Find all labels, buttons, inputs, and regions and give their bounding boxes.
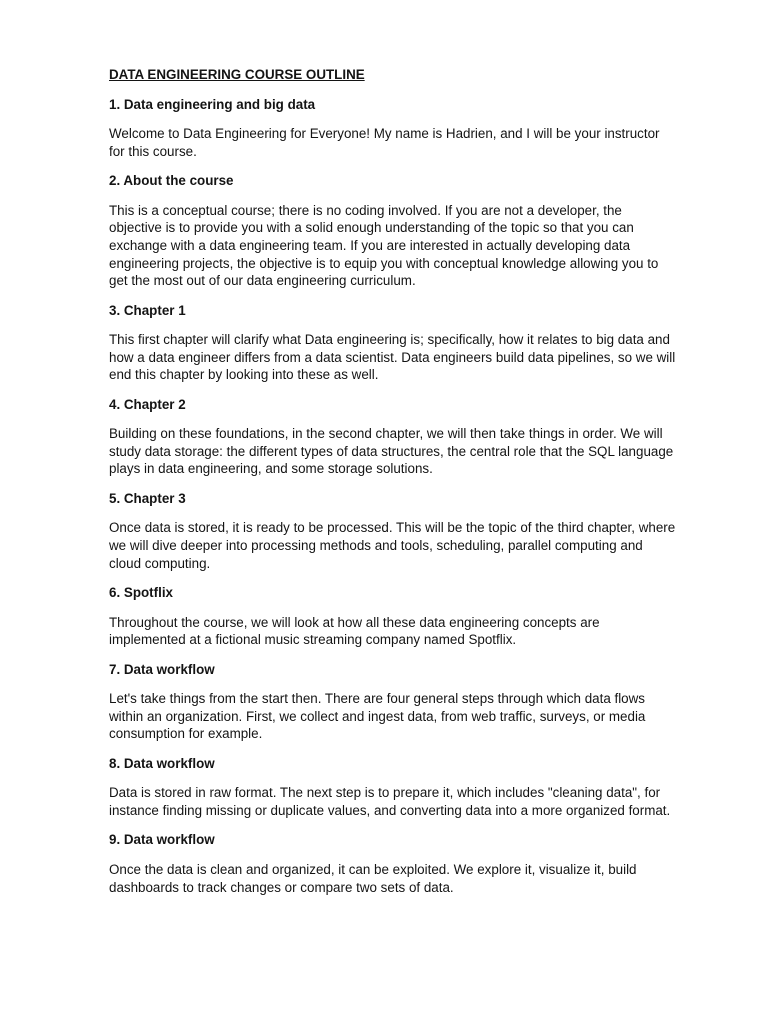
section-body (109, 125, 715, 160)
body-line: for this course. (109, 143, 197, 159)
body-line: get the most out of our data engineering curriculum. (109, 273, 416, 289)
body-line: end this chapter by looking into these as well. (109, 367, 379, 383)
body-line: Let's take things from the start then. There are four general steps through which data flows (109, 691, 645, 707)
section-7 (109, 661, 715, 743)
section-6 (109, 584, 715, 649)
section-heading: 6. Spotflix (109, 585, 173, 601)
body-line: dashboards to track changes or compare two sets of data. (109, 879, 454, 895)
body-line: Building on these foundations, in the second chapter, we will then take things in order. We will (109, 426, 663, 442)
section-8 (109, 755, 715, 820)
section-3 (109, 302, 715, 384)
body-line: Once data is stored, it is ready to be processed. This will be the topic of the third chapter, where (109, 520, 676, 536)
body-line: how a data engineer differs from a data scientist. Data engineers build data pipelines, so we will (109, 349, 676, 365)
body-line: objective is to provide you with a solid enough understanding of the topic so that you can (109, 220, 634, 236)
section-heading: 8. Data workflow (109, 755, 215, 771)
section-body (109, 519, 715, 572)
section-heading: 3. Chapter 1 (109, 302, 186, 318)
body-line: Welcome to Data Engineering for Everyone! My name is Hadrien, and I will be your instructor (109, 126, 660, 142)
section-body (109, 784, 715, 819)
section-heading: 9. Data workflow (109, 832, 215, 848)
section-body (109, 861, 715, 896)
document-title: DATA ENGINEERING COURSE OUTLINE (109, 67, 365, 82)
section-2 (109, 172, 715, 290)
section-heading: 2. About the course (109, 173, 234, 189)
body-line: instance finding missing or duplicate values, and converting data into a more organized format. (109, 802, 671, 818)
section-body (109, 614, 715, 649)
body-line: engineering projects, the objective is to equip you with conceptual knowledge allowing you to (109, 255, 659, 271)
section-heading: 4. Chapter 2 (109, 396, 186, 412)
body-line: This is a conceptual course; there is no coding involved. If you are not a developer, the (109, 202, 622, 218)
section-body (109, 425, 715, 478)
section-9 (109, 831, 715, 896)
section-body (109, 331, 715, 384)
body-line: consumption for example. (109, 726, 263, 742)
section-heading: 5. Chapter 3 (109, 490, 186, 506)
section-1 (109, 96, 715, 161)
section-4 (109, 396, 715, 478)
section-5 (109, 490, 715, 572)
body-line: Data is stored in raw format. The next step is to prepare it, which includes "cleaning data", for (109, 785, 661, 801)
body-line: we will dive deeper into processing methods and tools, scheduling, parallel computing and (109, 538, 643, 554)
section-heading: 1. Data engineering and big data (109, 96, 316, 112)
body-line: Once the data is clean and organized, it can be exploited. We explore it, visualize it, build (109, 861, 637, 877)
body-line: This first chapter will clarify what Data engineering is; specifically, how it relates to big data and (109, 332, 670, 348)
body-line: within an organization. First, we collect and ingest data, from web traffic, surveys, or media (109, 708, 646, 724)
body-line: Throughout the course, we will look at how all these data engineering concepts are (109, 614, 600, 630)
body-line: plays in data engineering, and some storage solutions. (109, 461, 433, 477)
section-heading: 7. Data workflow (109, 661, 215, 677)
body-line: exchange with a data engineering team. If you are interested in actually developing data (109, 237, 631, 253)
section-body (109, 202, 715, 290)
body-line: implemented at a fictional music streaming company named Spotflix. (109, 632, 517, 648)
body-line: study data storage: the different types of data structures, the central role that the SQL language (109, 443, 674, 459)
body-line: cloud computing. (109, 555, 211, 571)
document-page (109, 66, 715, 908)
section-body (109, 690, 715, 743)
